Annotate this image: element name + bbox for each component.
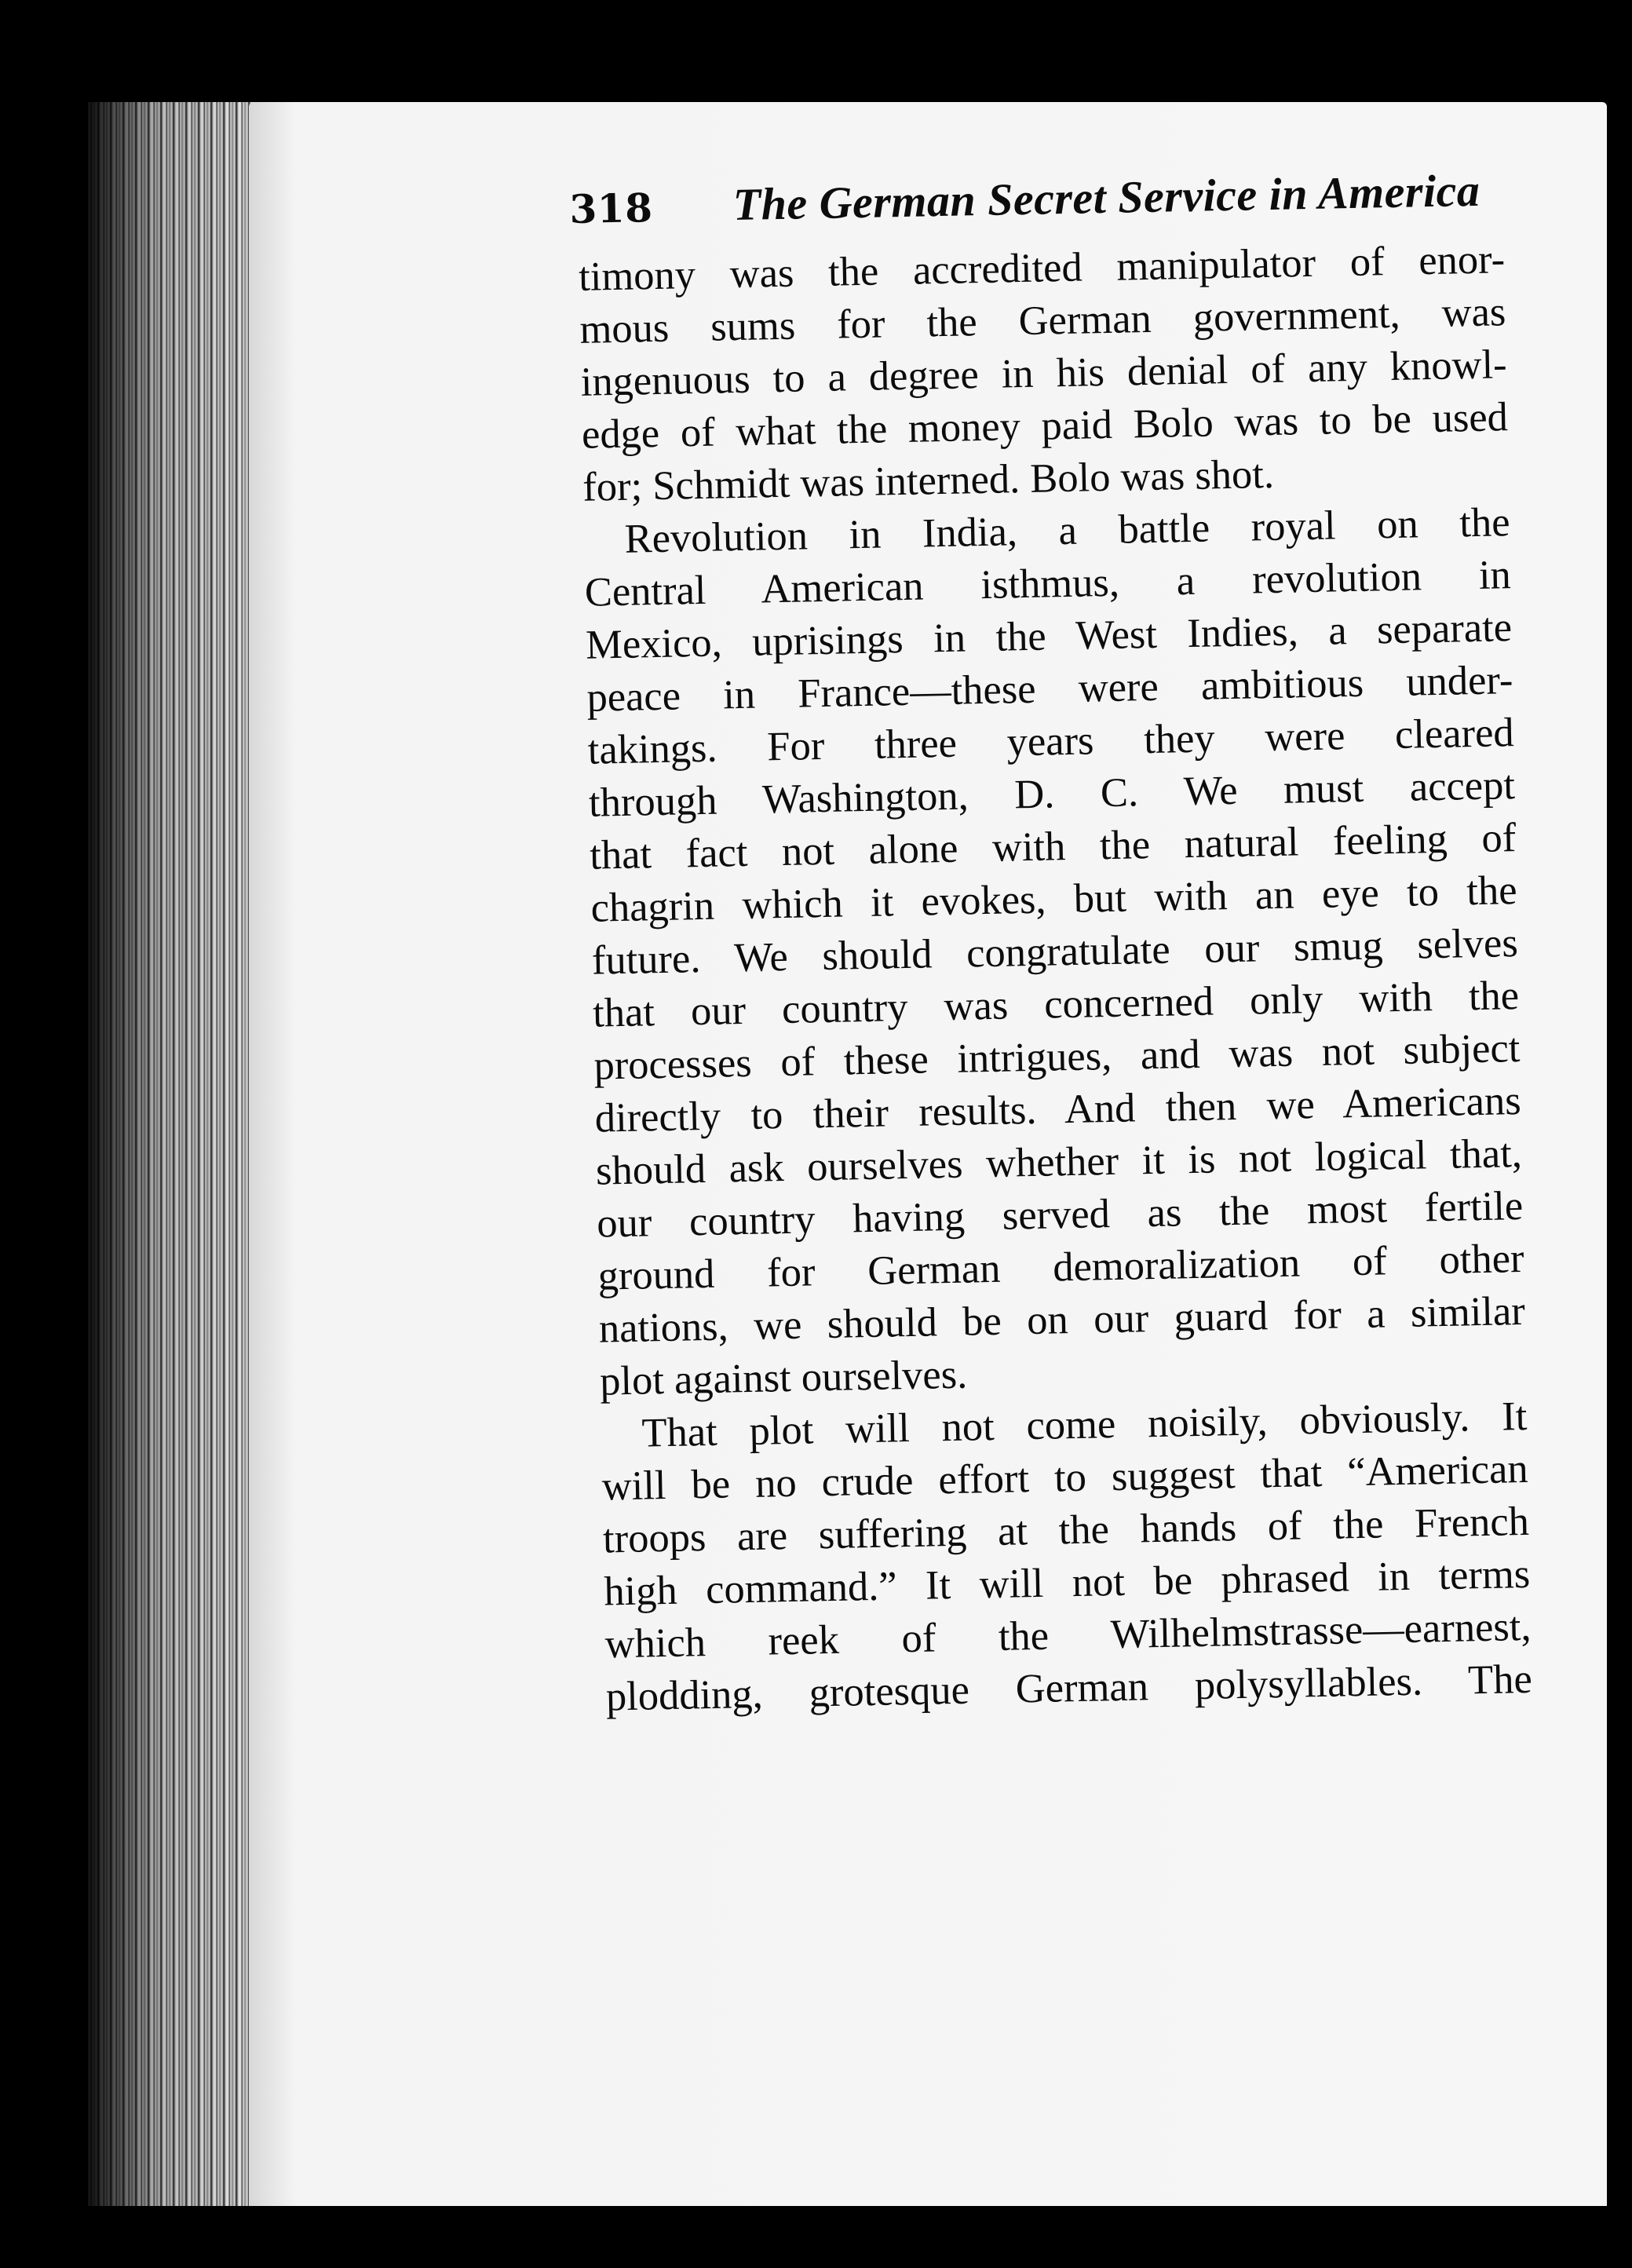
text-line: through Washington, D. C. We must accept (588, 762, 1516, 826)
text-line: troops are suffering at the hands of the French (602, 1498, 1530, 1562)
text-line: will be no crude effort to suggest that “American (601, 1445, 1529, 1510)
page-edge-stack (88, 102, 268, 2206)
paragraph-1 (579, 233, 1510, 514)
text-line: which reek of the Wilhelmstrasse—earnest, (604, 1603, 1532, 1667)
text-line: processes of these intrigues, and was not subject (593, 1025, 1521, 1089)
text-line: ground for German demoralization of other (597, 1235, 1524, 1299)
text-line: Revolution in India, a battle royal on the (624, 499, 1510, 562)
text-line: that our country was concerned only with the (592, 973, 1520, 1036)
text-line: our country having served as the most fertile (596, 1182, 1524, 1247)
text-line: peace in France—these were ambitious under- (586, 657, 1513, 721)
text-line: Central American isthmus, a revolution in (584, 552, 1512, 615)
text-line: should ask ourselves whether it is not logical that, (595, 1130, 1523, 1194)
text-line: for; Schmidt was interned. Bolo was shot. (582, 451, 1275, 510)
page-content (408, 164, 1533, 1727)
page-number: 318 (568, 184, 653, 233)
text-line: chagrin which it evokes, but with an eye to the (590, 867, 1517, 931)
text-line: Mexico, uprisings in the West Indies, a separate (585, 604, 1513, 668)
text-line: future. We should congratulate our smug selves (591, 920, 1519, 984)
text-line: directly to their results. And then we Americans (594, 1078, 1522, 1141)
text-line: That plot will not come noisily, obviously. It (641, 1393, 1528, 1456)
text-line: timony was the accredited manipulator of enor- (578, 236, 1506, 300)
text-line: takings. For three years they were cleared (587, 710, 1515, 773)
text-line: ingenuous to a degree in his denial of any knowl- (580, 341, 1508, 405)
text-line: nations, we should be on our guard for a similar (598, 1287, 1526, 1352)
text-line: plot against ourselves. (599, 1351, 968, 1404)
text-line: that fact not alone with the natural feeling of (589, 815, 1517, 878)
body-text (579, 233, 1533, 1723)
text-line: plodding, grotesque German polysyllables. The (605, 1656, 1533, 1720)
paragraph-3 (601, 1390, 1532, 1724)
text-line: mous sums for the German government, was (579, 289, 1506, 352)
running-title: The German Secret Service in America (732, 164, 1480, 231)
text-line: high command.” It will not be phrased in terms (603, 1550, 1531, 1615)
text-line: edge of what the money paid Bolo was to be used (581, 394, 1509, 458)
paragraph-2 (583, 496, 1527, 1408)
